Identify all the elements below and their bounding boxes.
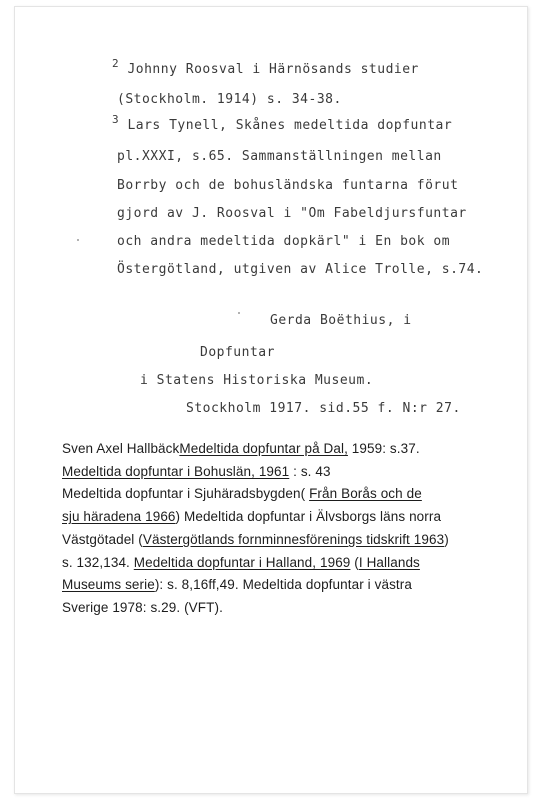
handwritten-text: ) [444,532,449,547]
handwritten-line-3 [62,486,422,501]
handwritten-text: Västgötadel ( [62,532,143,547]
handwritten-line-4 [62,509,441,524]
reference-publication: Stockholm 1917. sid.55 f. N:r 27. [186,401,461,416]
handwritten-title-dal: Medeltida dopfuntar på Dal, [179,441,348,456]
footnote-2-number: 2 [112,57,120,70]
footnote-3-number: 3 [112,113,120,126]
footnote-2-line-1 [112,57,419,77]
handwritten-author: Sven Axel Hallbäck [62,441,180,456]
handwritten-text: s. 132,134. [62,555,134,570]
handwritten-line-1 [62,441,420,456]
footnote-3-line-1 [112,113,453,133]
handwritten-source-tidskrift: Västergötlands fornminnesförenings tidskrift 1963 [142,532,445,547]
handwritten-source-boras: Från Borås och de [309,486,422,501]
reference-museum: i Statens Historiska Museum. [140,373,374,388]
handwritten-text: ) Medeltida dopfuntar i Älvsborgs läns norra [175,509,442,524]
handwritten-line-2 [62,464,331,479]
handwritten-title-halland: Medeltida dopfuntar i Halland, 1969 [133,555,351,570]
handwritten-text: : s. 43 [289,464,331,479]
footnote-3-line-6: Östergötland, utgiven av Alice Trolle, s.74. [117,262,484,277]
handwritten-text: Medeltida dopfuntar i Sjuhäradsbygden( [62,486,306,501]
reference-title: Dopfuntar [200,345,275,360]
footnote-3-line-5: och andra medeltida dopkärl" i En bok om [117,234,451,249]
handwritten-text: ): s. 8,16ff,49. Medeltida dopfuntar i västra [154,577,412,592]
footnote-3-line-2: pl.XXXI, s.65. Sammanställningen mellan [117,149,442,164]
handwritten-source-hallands: I Hallands [358,555,420,570]
footnote-2-line-2: (Stockholm. 1914) s. 34-38. [117,92,342,107]
handwritten-source-museums-serie: Museums serie [62,577,155,592]
handwritten-title-bohuslan: Medeltida dopfuntar i Bohuslän, 1961 [62,464,290,479]
handwritten-text: ( [350,555,359,570]
margin-mark [77,239,79,241]
handwritten-line-6 [62,555,420,570]
handwritten-line-5 [62,532,449,547]
handwritten-line-8: Sverige 1978: s.29. (VFT). [62,600,223,615]
footnote-3-line-4: gjord av J. Roosval i "Om Fabeldjursfuntar [117,206,467,221]
handwritten-line-7 [62,577,412,592]
handwritten-text: 1959: s.37. [347,441,420,456]
margin-mark [238,312,240,314]
reference-author: Gerda Boëthius, i [270,313,412,328]
footnote-3-line-3: Borrby och de bohusländska funtarna förut [117,178,459,193]
handwritten-source-boras-cont: sju häradena 1966 [62,509,176,524]
footnote-3-text: Lars Tynell, Skånes medeltida dopfuntar [127,118,453,133]
footnote-2-text: Johnny Roosval i Härnösands studier [127,62,419,77]
